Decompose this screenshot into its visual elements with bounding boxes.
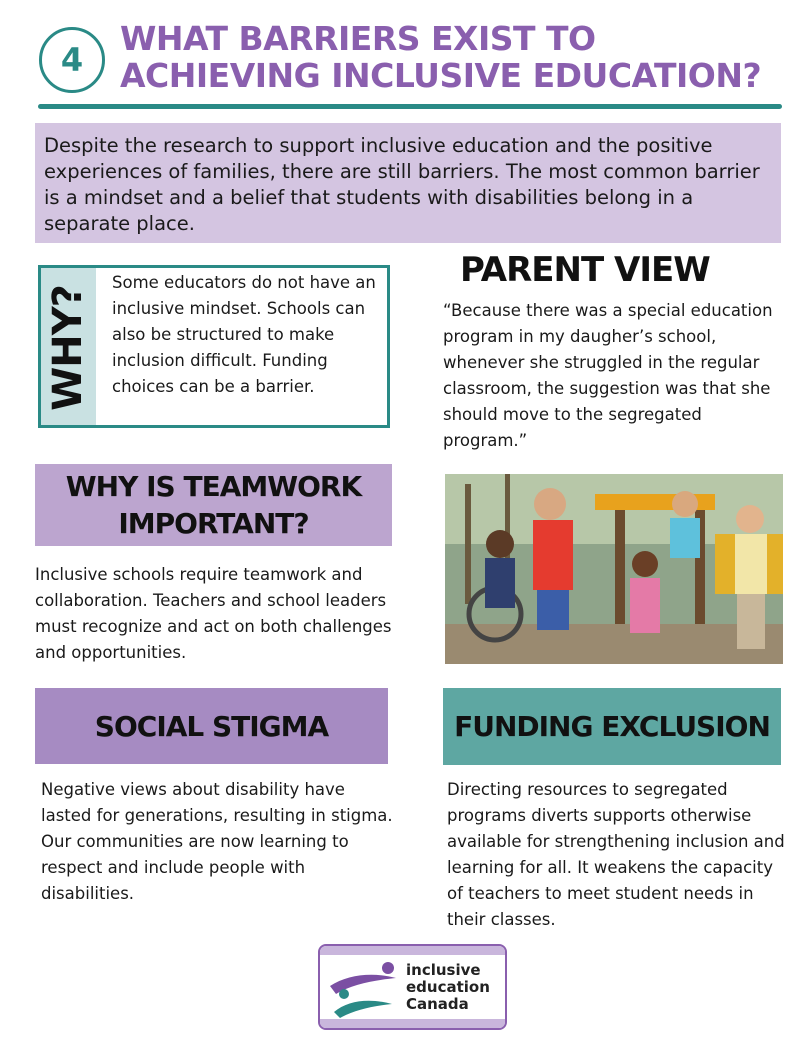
logo-line2: education bbox=[406, 978, 490, 996]
page-title-line1: WHAT BARRIERS EXIST TO bbox=[120, 19, 596, 58]
logo-line3: Canada bbox=[406, 995, 469, 1013]
parent-view-quote: “Because there was a special education program in my daugher’s school, whenever she struggled in the regular classroom, the suggestion was that she should move to the segregated program.” bbox=[443, 301, 773, 450]
intro-text: Despite the research to support inclusive education and the positive experiences of families, there are still barriers. The most common barrier is a mindset and a belief that students with disabilities belong in a separate place. bbox=[44, 134, 760, 235]
children-playground-photo bbox=[445, 474, 783, 664]
title-divider bbox=[38, 104, 782, 109]
inclusive-education-canada-logo bbox=[318, 944, 507, 1030]
logo-bottom-band bbox=[320, 1019, 505, 1028]
teamwork-heading-line2: IMPORTANT? bbox=[118, 507, 309, 540]
funding-exclusion-heading: FUNDING EXCLUSION bbox=[443, 688, 781, 765]
social-stigma-text: Negative views about disability have lasted for generations, resulting in stigma. Our communities are now learning to respect and include people with disabilities. bbox=[41, 780, 393, 903]
logo-top-band bbox=[320, 946, 505, 955]
teamwork-heading bbox=[35, 464, 392, 546]
why-label: WHY? bbox=[45, 285, 91, 411]
why-text: Some educators do not have an inclusive mindset. Schools can also be structured to make inclusion difficult. Funding choices can be a barrier. bbox=[112, 273, 376, 396]
teamwork-text: Inclusive schools require teamwork and collaboration. Teachers and school leaders must recognize and act on both challenges and opportunities. bbox=[35, 565, 392, 662]
page-title-line2: ACHIEVING INCLUSIVE EDUCATION? bbox=[120, 56, 762, 95]
parent-view-title: PARENT VIEW bbox=[460, 250, 710, 290]
logo-swoosh-icon bbox=[326, 960, 402, 1020]
logo-text bbox=[406, 962, 490, 1013]
logo-line1: inclusive bbox=[406, 961, 481, 979]
section-number-badge bbox=[39, 27, 105, 93]
section-number: 4 bbox=[60, 41, 84, 79]
funding-exclusion-text: Directing resources to segregated programs diverts supports otherwise available for strengthening inclusion and learning for all. It weakens the capacity of teachers to meet student needs in their classes. bbox=[447, 780, 785, 929]
why-box bbox=[38, 265, 390, 428]
page-title bbox=[120, 20, 800, 94]
social-stigma-heading: SOCIAL STIGMA bbox=[35, 688, 388, 764]
intro-box bbox=[35, 123, 781, 243]
teamwork-heading-line1: WHY IS TEAMWORK bbox=[65, 470, 362, 503]
photo-illustration bbox=[445, 474, 783, 664]
